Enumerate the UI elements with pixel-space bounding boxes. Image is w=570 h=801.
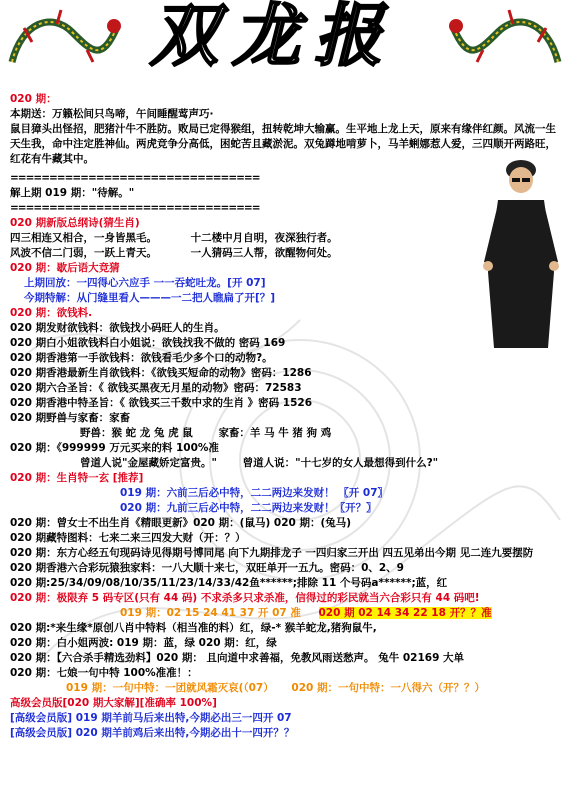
- list-item: 020 期：白小姐两波: 019 期：蓝，绿 020 期：红，绿: [10, 637, 277, 649]
- list-item: 020 期发财欲钱料：欲钱找小码旺人的生肖。: [10, 322, 225, 334]
- quote-left: 曾道人说"金屋藏娇定富贵。": [80, 457, 217, 469]
- header: [0, 0, 570, 92]
- list-item: 020 期香港中特圣旨：《 欲钱买三千数中求的生肖 》密码 1526: [10, 397, 313, 409]
- exclusion-020: 020 期 02 14 34 22 18 开？？准: [318, 607, 492, 619]
- separator: ================================: [10, 172, 260, 184]
- list-item: 020 期：【六合杀手精选劲料】020 期： 且向道中求善福，免教风雨送愁声。 兔牛 02169 大单: [10, 652, 465, 664]
- domestic-animals: 家畜：羊 马 牛 猪 狗 鸡: [218, 427, 332, 439]
- verse-right: 十二楼中月自明，夜深独行者。: [190, 232, 338, 244]
- exclusion-numbers: [10, 606, 565, 621]
- list-item: 020 期藏特图料：七来二来三四发大财（开：？）: [10, 532, 246, 544]
- list-item: 020 期野兽与家畜：家畜: [10, 412, 131, 424]
- list-item: 020 期:25/34/09/08/10/35/11/23/14/33/42鱼******;排除 11 个号码a******;蓝，红: [10, 577, 448, 589]
- verse-row: [10, 246, 565, 261]
- list-item: 020 期：《999999 万元买来的料 100%准: [10, 442, 219, 454]
- riddle-current: 今期特解：从门缝里看人———一二把人瞧扁了开[？]: [24, 292, 276, 304]
- poem-intro: 本期送：万籁松间只鸟啼，午间睡醒莺声巧·: [10, 108, 214, 120]
- list-item: 020 期六合圣旨：《 欲钱买黑夜无月星的动物》密码：72583: [10, 382, 302, 394]
- vip-title: 高级会员版[020 期大家解][准确率 100%]: [10, 697, 217, 709]
- separator: ================================: [10, 202, 260, 214]
- section-title: 020 期：欲钱料.: [10, 307, 93, 319]
- verse-blue: 019 期：六前三后必中特，二二两边来发财！ 〖开 07〗: [120, 487, 388, 499]
- quote-row: [10, 456, 565, 471]
- exclusion-zone: 020 期：极限弃 5 码专区(只有 44 码) 不求杀多只求杀准，信得过的彩民就当六合彩只有 44 码吧!: [10, 592, 480, 604]
- dragon-right-icon: [448, 2, 568, 82]
- verse-row: [10, 231, 565, 246]
- list-item: 020 期香港最新生肖欲钱料：《欲钱买短命的动物》密码：1286: [10, 367, 312, 379]
- one-sentence-019: 019 期：一句中特：一团就风霜灭哀(（07）: [66, 682, 274, 694]
- wild-animals: 野兽：猴 蛇 龙 兔 虎 鼠: [80, 427, 193, 439]
- list-item: 020 期香港六合彩玩猿独家料：一八大顺十来七，双旺单开一五九。密码：0、2、9: [10, 562, 404, 574]
- page-title: 双龙报: [150, 0, 397, 76]
- verse-left: 风波不信二门弱，一跃上青天。: [10, 247, 157, 259]
- vip-line: [高级会员版] 019 期羊前马后来出特,今期必出三一四开 07: [10, 712, 292, 724]
- section-title: 020 期新版总纲诗(猜生肖): [10, 217, 140, 229]
- section-title: 020 期：歇后语大竞猜: [10, 262, 120, 274]
- one-sentence-row: [10, 681, 565, 696]
- section-title: 020 期：生肖特一玄 [推荐]: [10, 472, 144, 484]
- list-item: 020 期:*来生缘*原创八肖中特料（相当准的料）红，绿-* 猴羊蛇龙,猪狗鼠牛,: [10, 622, 377, 634]
- verse-right: 一人猜码三人帮，欲醒物何处。: [190, 247, 338, 259]
- riddle-replay: 上期回放：一四得心六应手 一一吞蛇吐龙。[开 07]: [24, 277, 266, 289]
- list-item: 020 期香港第一手欲钱料：欲钱看毛少多个口的动物?。: [10, 352, 273, 364]
- vip-line: [高级会员版] 020 期羊前鸡后来出特,今期必出十一四开？？: [10, 727, 295, 739]
- exclusion-019: 019 期：02 15 24 41 37 开 07 准: [120, 607, 301, 619]
- list-item: 020 期白小姐欲钱料白小姐说：欲钱找我不做的 密码 169: [10, 337, 286, 349]
- verse-blue: 020 期：九前三后必中特，二二两边来发财！〖开？〗: [120, 502, 377, 514]
- last-issue-answer: 解上期 019 期："待解。": [10, 187, 135, 199]
- quote-right: 曾道人说："十七岁的女人最想得到什么?": [242, 457, 439, 469]
- dragon-left-icon: [2, 2, 122, 82]
- list-item: 020 期：曾女士不出生肖《精眼更新》020 期：(鼠马) 020 期：(兔马): [10, 517, 352, 529]
- issue-heading: 020 期：: [10, 93, 57, 105]
- content: [10, 92, 565, 741]
- poem-text: 鼠目獐头出怪招，肥猪汁牛不胜防。败局已定得猴组，扭转乾坤大输赢。生平地上龙上天，原来有缘伴红颜。风流一生天生我，命中注定胜神仙。两虎竞争分高低，困蛇苦且藏淤泥。双兔蹲地啃萝卜，马羊蜊娜惹人爱，三四顺开两路旺，红花有牛藏其中。: [10, 123, 556, 165]
- list-item: 020 期：七娘一句中特 100%准准！：: [10, 667, 198, 679]
- one-sentence-020: 020 期：一句中特：一八得六（开？？）: [291, 682, 485, 694]
- list-item: 020 期：东方心经五句现码诗见得期号博同尾 向下九期排龙子 一四归家三开出 四五见弟出今期 见二连九要摆防: [10, 547, 534, 559]
- verse-left: 四三相连又相合，一身皆黑毛。: [10, 232, 157, 244]
- zodiac-groups: [10, 426, 565, 441]
